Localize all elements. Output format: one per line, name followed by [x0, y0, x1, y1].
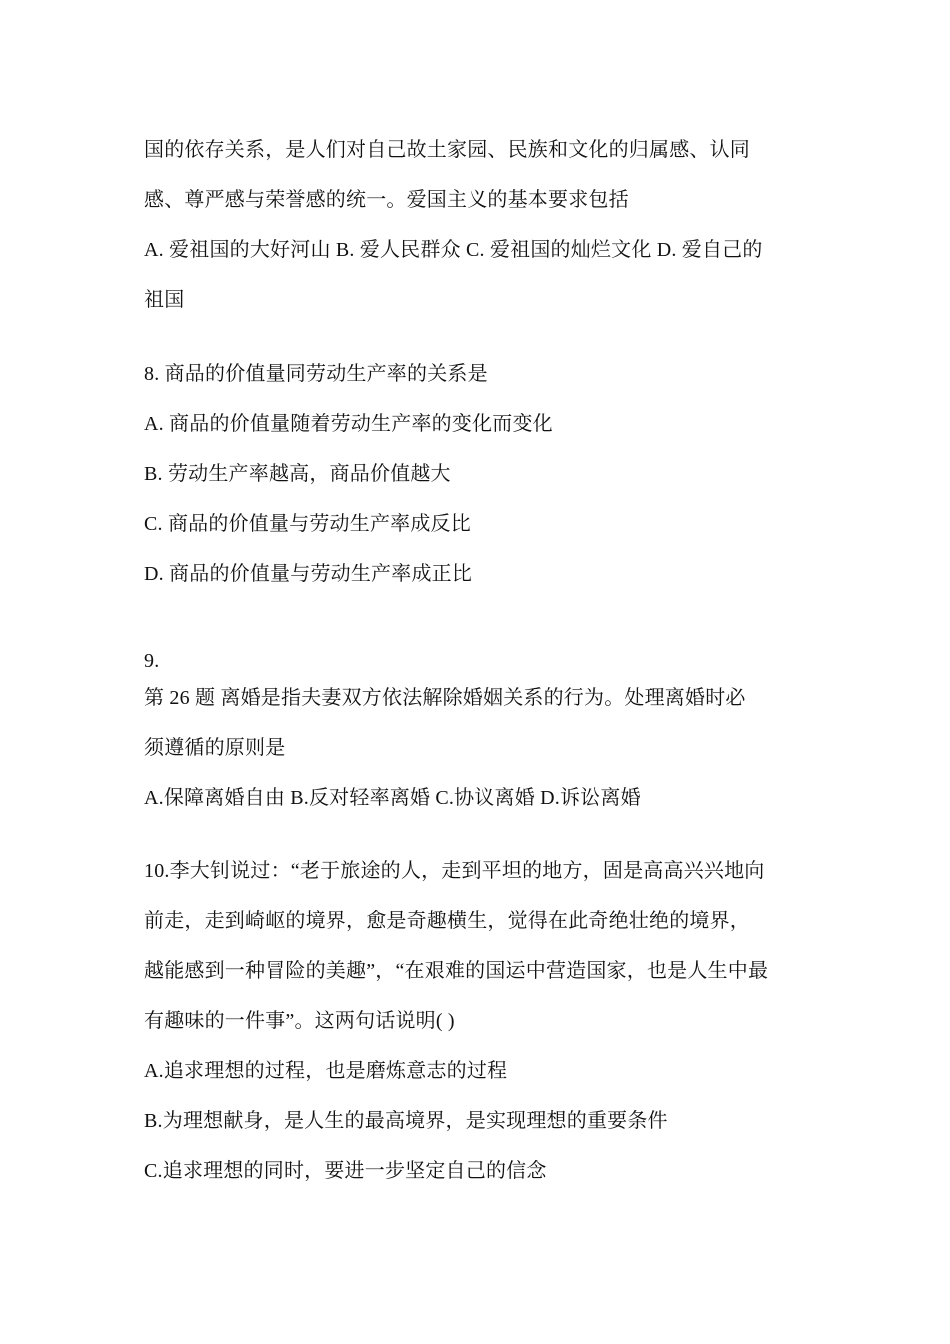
intro-text-line-1: 国的依存关系，是人们对自己故土家园、民族和文化的归属感、认同 — [144, 139, 750, 161]
intro-options-line-2: 祖国 — [144, 289, 185, 311]
intro-text-line-2: 感、尊严感与荣誉感的统一。爱国主义的基本要求包括 — [144, 189, 629, 211]
question-10-stem-line-3: 越能感到一种冒险的美趣”，“在艰难的国运中营造国家，也是人生中最 — [144, 960, 769, 982]
question-10-stem-line-1: 10.李大钊说过：“老于旅途的人，走到平坦的地方，固是高高兴兴地向 — [144, 860, 765, 882]
question-9-options: A.保障离婚自由 B.反对轻率离婚 C.协议离婚 D.诉讼离婚 — [144, 787, 641, 809]
question-8-option-d: D. 商品的价值量与劳动生产率成正比 — [144, 563, 473, 585]
question-9-stem-line-2: 须遵循的原则是 — [144, 737, 286, 759]
question-8-stem: 8. 商品的价值量同劳动生产率的关系是 — [144, 363, 488, 385]
question-8-option-b: B. 劳动生产率越高，商品价值越大 — [144, 463, 451, 485]
question-8-option-a: A. 商品的价值量随着劳动生产率的变化而变化 — [144, 413, 553, 435]
question-8-option-c: C. 商品的价值量与劳动生产率成反比 — [144, 513, 471, 535]
question-9-number: 9. — [144, 650, 160, 672]
question-10-stem-line-2: 前走，走到崎岖的境界，愈是奇趣横生，觉得在此奇绝壮绝的境界， — [144, 910, 750, 932]
question-10-stem-line-4: 有趣味的一件事”。这两句话说明( ) — [144, 1010, 455, 1032]
question-10-option-b: B.为理想献身，是人生的最高境界，是实现理想的重要条件 — [144, 1110, 668, 1132]
question-10-option-c: C.追求理想的同时，要进一步坚定自己的信念 — [144, 1160, 547, 1182]
intro-options-line-1: A. 爱祖国的大好河山 B. 爱人民群众 C. 爱祖国的灿烂文化 D. 爱自己的 — [144, 239, 763, 261]
question-9-stem-line-1: 第 26 题 离婚是指夫妻双方依法解除婚姻关系的行为。处理离婚时必 — [144, 687, 746, 709]
question-10-option-a: A.追求理想的过程，也是磨炼意志的过程 — [144, 1060, 508, 1082]
